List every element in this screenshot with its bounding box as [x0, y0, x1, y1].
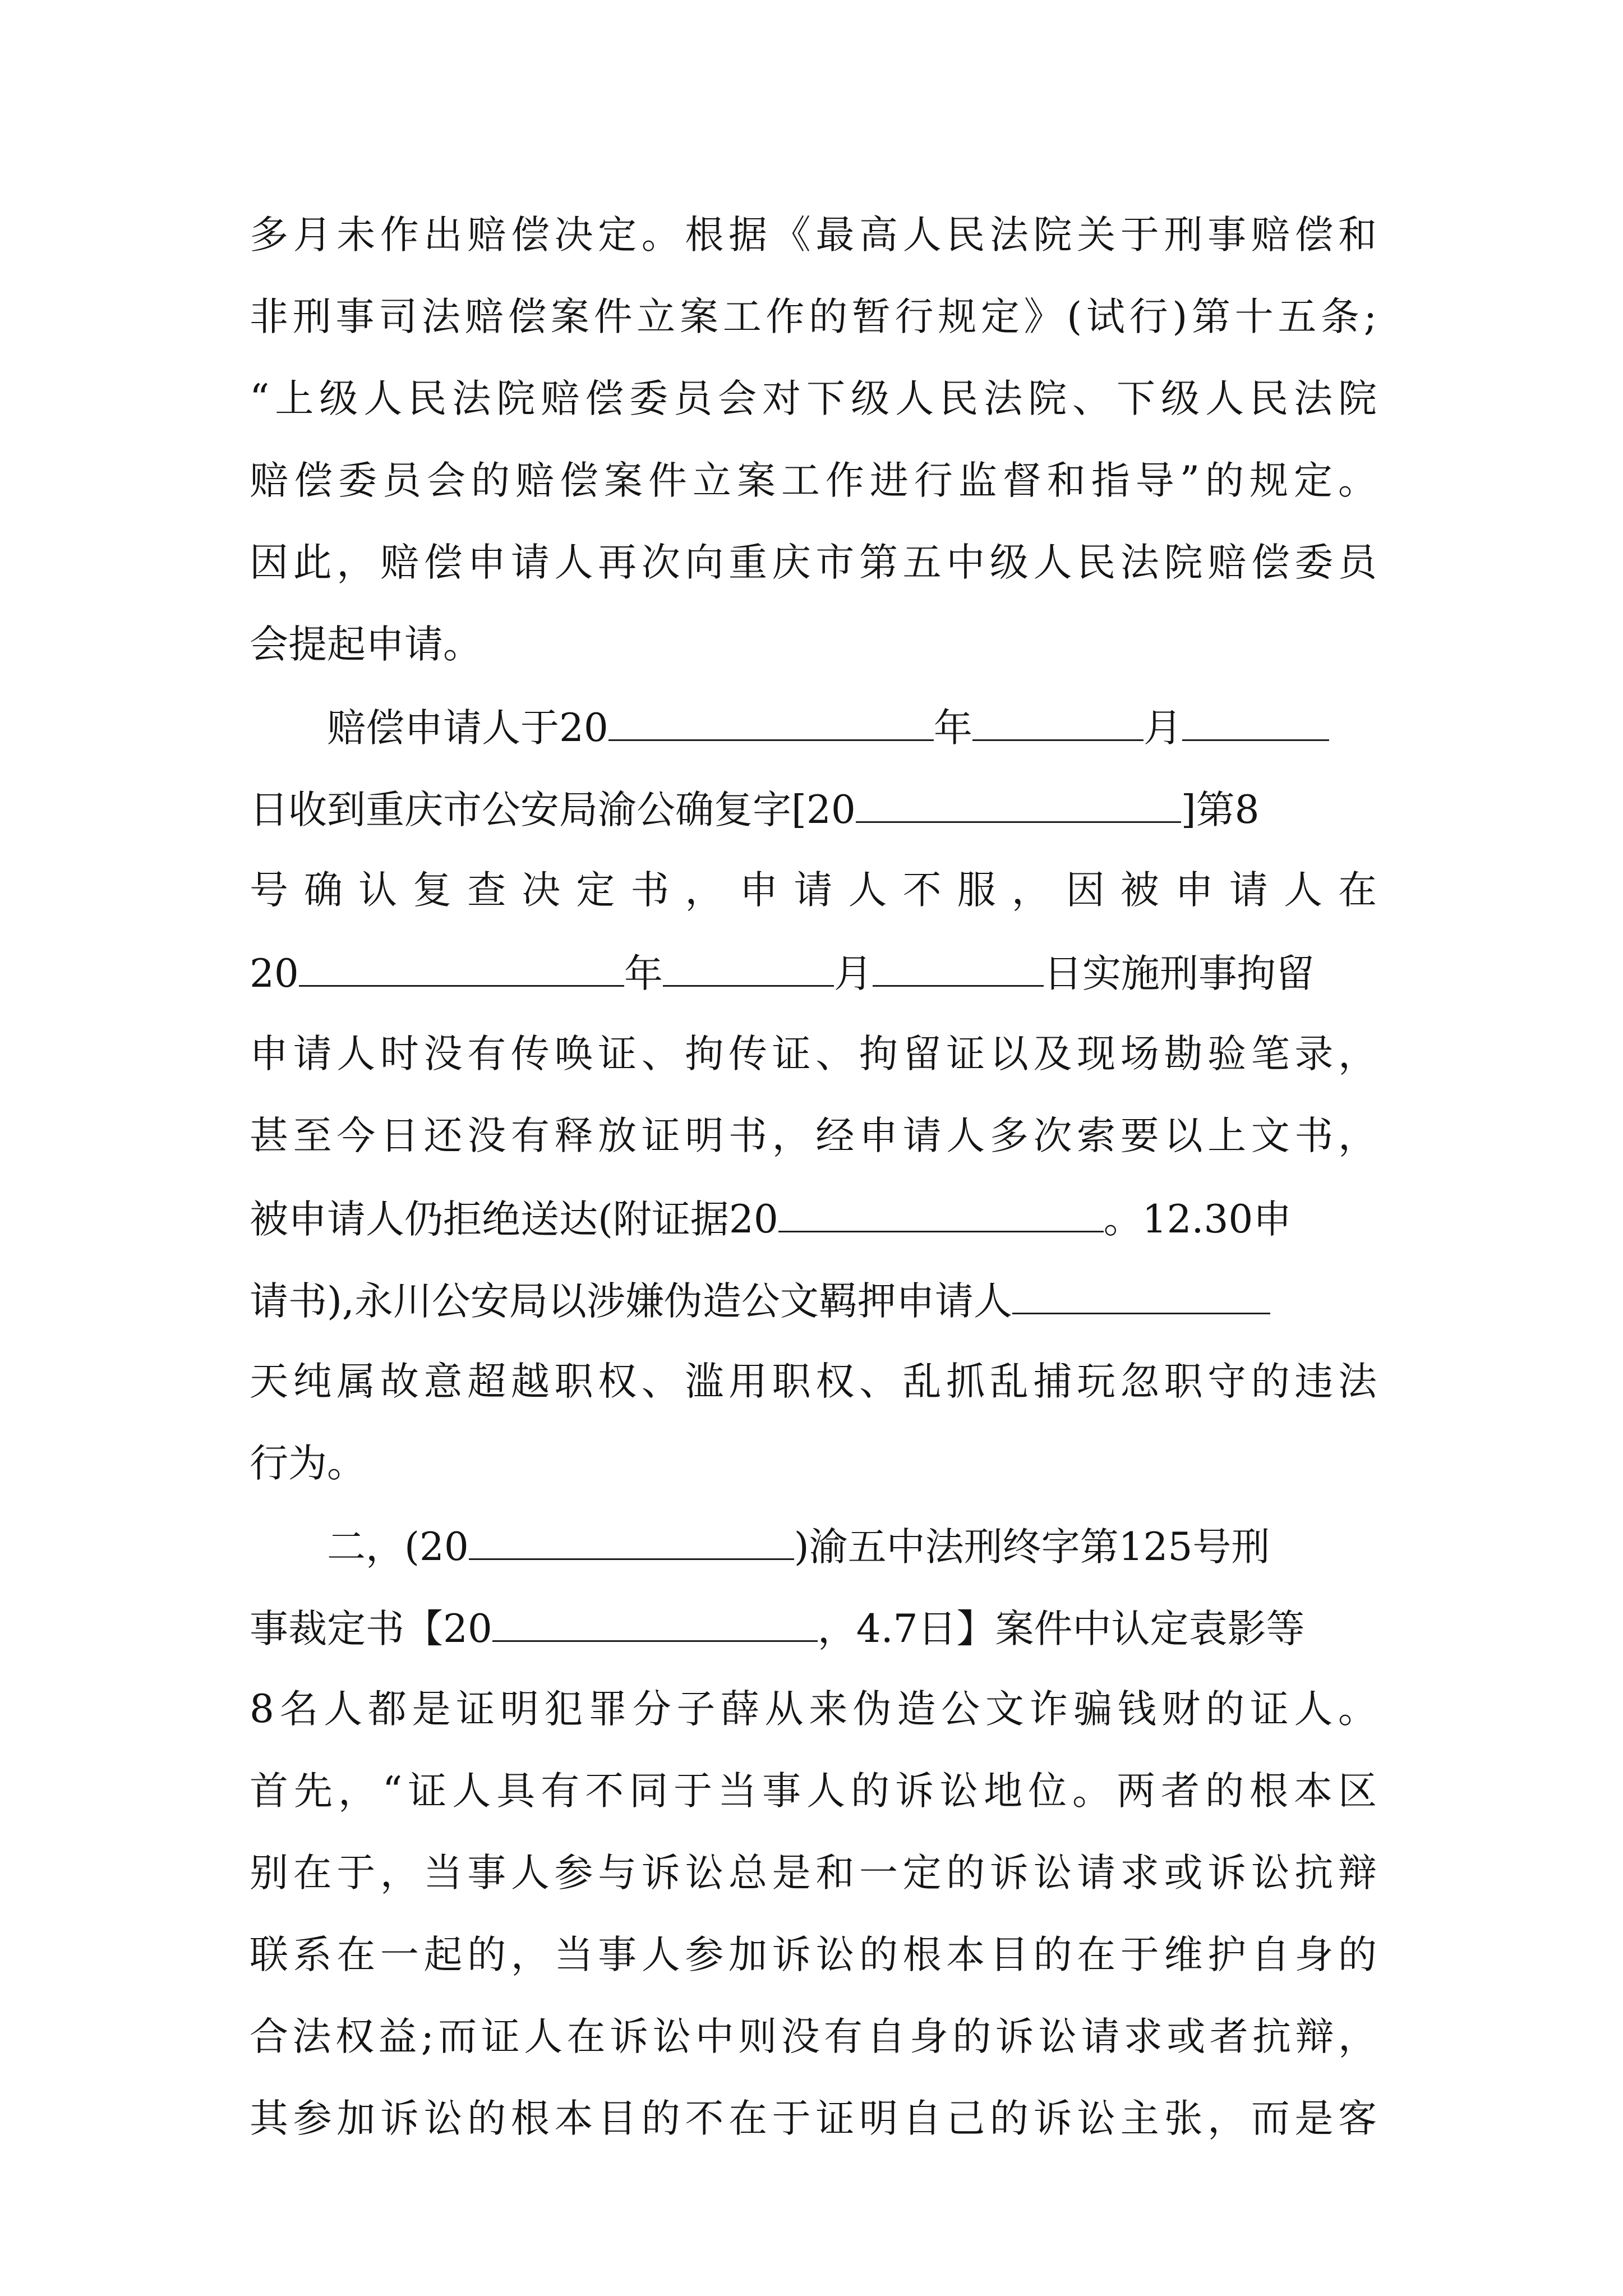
text-segment: 甚至今日还没有释放证明书，经申请人多次索要以上文书， — [250, 1114, 1377, 1158]
text-line — [250, 1930, 1377, 2012]
text-line — [250, 292, 1377, 374]
blank-field — [873, 947, 1044, 987]
text-segment: 行为。 — [250, 1441, 366, 1486]
blank-field — [1182, 701, 1329, 741]
text-line — [250, 2093, 1377, 2175]
text-line — [250, 1356, 1377, 1438]
text-line — [250, 374, 1377, 455]
text-segment: 赔偿委员会的赔偿案件立案工作进行监督和指导”的规定。 — [250, 458, 1377, 503]
text-segment: 事裁定书【20 — [250, 1607, 492, 1651]
text-segment: 会提起申请。 — [250, 622, 482, 667]
text-segment: 因此，赔偿申请人再次向重庆市第五中级人民法院赔偿委员 — [250, 540, 1377, 585]
text-line — [250, 865, 1377, 947]
text-segment: 日实施刑事拘留 — [1043, 951, 1315, 996]
text-line — [250, 1766, 1377, 1848]
text-segment: 申请人时没有传唤证、拘传证、拘留证以及现场勘验笔录， — [250, 1032, 1377, 1076]
text-segment: 首先，“证人具有不同于当事人的诉讼地位。两者的根本区 — [250, 1769, 1377, 1814]
text-segment: 20 — [250, 951, 299, 996]
text-segment: 月 — [833, 951, 873, 996]
text-line — [250, 1274, 1377, 1356]
blank-field — [492, 1602, 818, 1642]
text-segment: 天纯属故意超越职权、滥用职权、乱抓乱捕玩忽职守的违法 — [250, 1359, 1377, 1404]
text-line — [250, 1602, 1377, 1684]
text-line — [250, 1438, 1377, 1520]
text-segment: 被申请人仍拒绝送达(附证据20 — [250, 1197, 778, 1242]
text-segment: 请书),永川公安局以涉嫌伪造公文羁押申请人 — [250, 1279, 1012, 1324]
text-segment: 年 — [933, 706, 972, 751]
text-segment: 日收到重庆市公安局渝公确复字[20 — [250, 788, 856, 832]
text-line — [250, 1111, 1377, 1193]
text-line — [250, 2012, 1377, 2093]
text-segment: 合法权益;而证人在诉讼中则没有自身的诉讼请求或者抗辩， — [250, 2014, 1377, 2059]
text-line — [250, 210, 1377, 292]
text-line — [250, 619, 1377, 701]
text-line — [250, 1193, 1377, 1274]
text-line — [250, 1848, 1377, 1930]
text-line — [250, 1029, 1377, 1111]
text-segment: 号确认复查决定书，申请人不服，因被申请人在 — [250, 868, 1377, 913]
text-line — [250, 1520, 1377, 1602]
blank-field — [663, 947, 834, 987]
text-segment: 其参加诉讼的根本目的不在于证明自己的诉讼主张，而是客 — [250, 2096, 1377, 2141]
body-text — [250, 210, 1377, 2175]
text-line — [250, 537, 1377, 619]
blank-field — [856, 783, 1181, 823]
text-segment: ，4.7日】案件中认定袁影等 — [817, 1607, 1305, 1651]
blank-field — [608, 701, 934, 741]
text-segment: 赔偿申请人于20 — [327, 706, 608, 751]
blank-field — [972, 701, 1144, 741]
text-segment: “上级人民法院赔偿委员会对下级人民法院、下级人民法院 — [250, 376, 1377, 421]
text-line — [250, 947, 1377, 1029]
text-segment: 月 — [1143, 706, 1182, 751]
blank-field — [299, 947, 624, 987]
text-segment: 年 — [624, 951, 663, 996]
text-segment: 8名人都是证明犯罪分子薛从来伪造公文诈骗钱财的证人。 — [250, 1687, 1377, 1732]
text-segment: 二，(20 — [327, 1525, 469, 1570]
blank-field — [778, 1193, 1104, 1232]
blank-field — [469, 1520, 794, 1560]
text-segment: 别在于，当事人参与诉讼总是和一定的诉讼请求或诉讼抗辩 — [250, 1851, 1377, 1895]
text-line — [250, 701, 1377, 783]
text-line — [250, 1684, 1377, 1766]
text-segment: ]第8 — [1181, 788, 1260, 832]
text-segment: 非刑事司法赔偿案件立案工作的暂行规定》(试行)第十五条; — [250, 295, 1377, 339]
text-segment: 。12.30申 — [1103, 1197, 1292, 1242]
text-line — [250, 455, 1377, 537]
text-line — [250, 783, 1377, 865]
text-segment: 多月未作出赔偿决定。根据《最高人民法院关于刑事赔偿和 — [250, 213, 1377, 257]
text-segment: 联系在一起的，当事人参加诉讼的根本目的在于维护自身的 — [250, 1932, 1377, 1977]
text-segment: )渝五中法刑终字第125号刑 — [794, 1525, 1270, 1570]
blank-field — [1012, 1274, 1270, 1314]
